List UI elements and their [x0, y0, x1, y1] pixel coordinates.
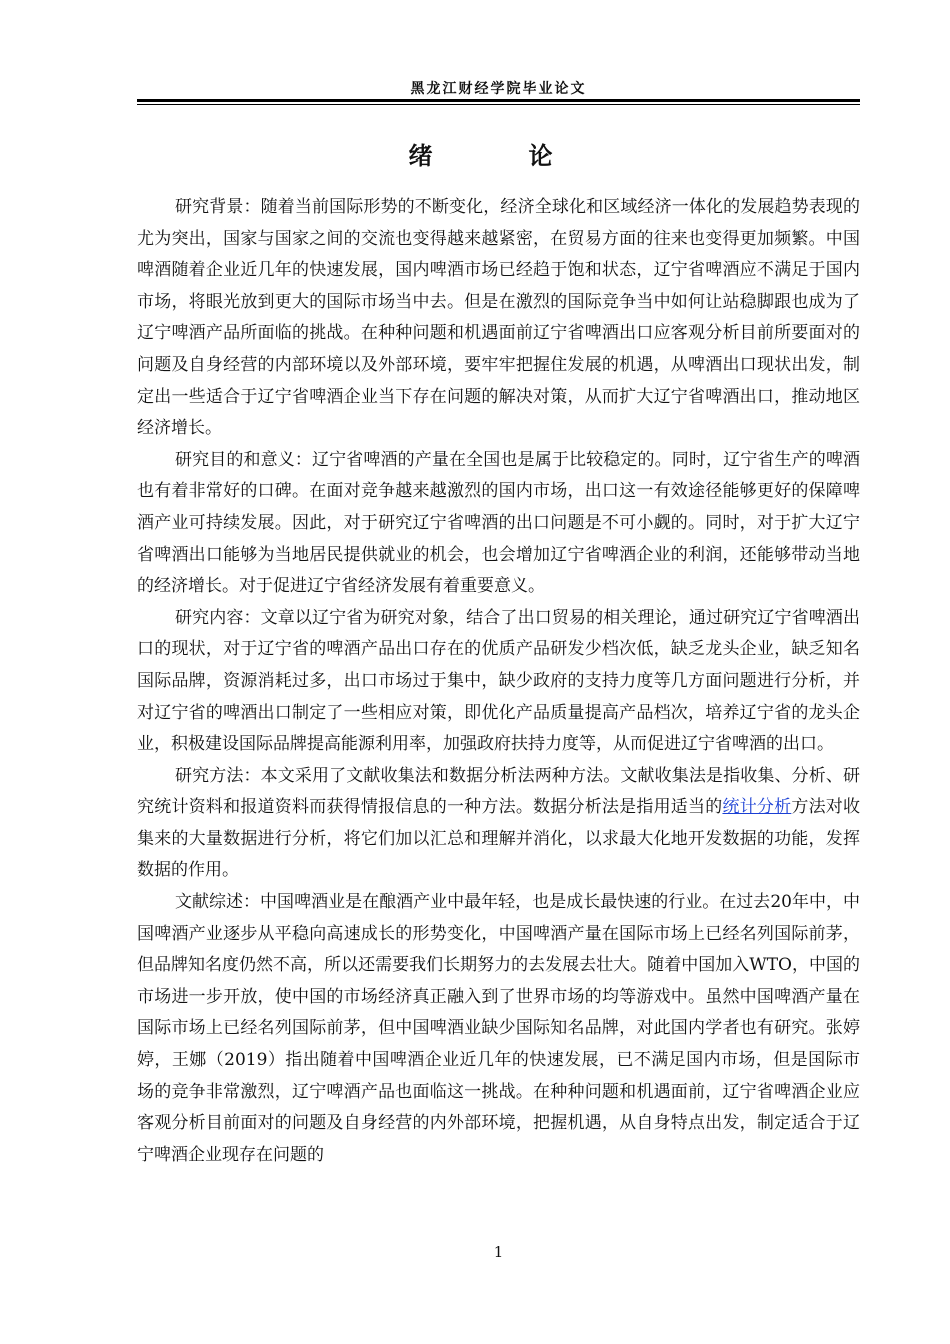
chapter-title: 绪 论: [408, 142, 589, 170]
statistical-analysis-link[interactable]: 统计分析: [722, 797, 792, 818]
page-number: 1: [493, 1243, 504, 1261]
paragraph-purpose: 研究目的和意义：辽宁省啤酒的产量在全国也是属于比较稳定的。同时，辽宁省生产的啤酒也有着非常好的口碑。在面对竞争越来越激烈的国内市场，出口这一有效途径能够更好的保障啤酒产业可持续发展。因此，对于研究辽宁省啤酒的出口问题是不可小觑的。同时，对于扩大辽宁省啤酒出口能够为当地居民提供就业的机会，也会增加辽宁省啤酒企业的利润，还能够带动当地的经济增长。对于促进辽宁省经济发展有着重要意义。: [137, 449, 860, 597]
document-body: [137, 192, 860, 1171]
method-text-before: 研究方法：本文采用了文献收集法和数据分析法两种方法。文献收集法是指收集、分析、研究统计资料和报道资料而获得情报信息的一种方法。数据分析法是指用适当的: [137, 765, 860, 818]
running-header: 黑龙江财经学院毕业论文: [410, 81, 587, 97]
header-rule-thick: [137, 99, 860, 102]
header-rule-thin: [137, 104, 860, 105]
paragraph-content: 研究内容：文章以辽宁省为研究对象，结合了出口贸易的相关理论，通过研究辽宁省啤酒出口的现状，对于辽宁省的啤酒产品出口存在的优质产品研发少档次低，缺乏龙头企业，缺乏知名国际品牌，资源消耗过多，出口市场过于集中，缺少政府的支持力度等几方面问题进行分析，并对辽宁省的啤酒出口制定了一些相应对策，即优化产品质量提高产品档次，培养辽宁省的龙头企业，积极建设国际品牌提高能源利用率，加强政府扶持力度等，从而促进辽宁省啤酒的出口。: [137, 607, 860, 755]
paragraph-method: [137, 761, 860, 887]
paragraph-background: 研究背景：随着当前国际形势的不断变化，经济全球化和区域经济一体化的发展趋势表现的尤为突出，国家与国家之间的交流也变得越来越紧密，在贸易方面的往来也变得更加频繁。中国啤酒随着企业近几年的快速发展，国内啤酒市场已经趋于饱和状态，辽宁省啤酒应不满足于国内市场，将眼光放到更大的国际市场当中去。但是在激烈的国际竞争当中如何让站稳脚跟也成为了辽宁啤酒产品所面临的挑战。在种种问题和机遇面前辽宁省啤酒出口应客观分析目前所要面对的问题及自身经营的内部环境以及外部环境，要牢牢把握住发展的机遇，从啤酒出口现状出发，制定出一些适合于辽宁省啤酒企业当下存在问题的解决对策，从而扩大辽宁省啤酒出口，推动地区经济增长。: [137, 197, 860, 439]
paragraph-literature-review: 文献综述：中国啤酒业是在酿酒产业中最年轻，也是成长最快速的行业。在过去20年中，中国啤酒产业逐步从平稳向高速成长的形势变化，中国啤酒产量在国际市场上已经名列国际前茅，但品牌知名度仍然不高，所以还需要我们长期努力的去发展去壮大。随着中国加入WTO，中国的市场进一步开放，使中国的市场经济真正融入到了世界市场的均等游戏中。虽然中国啤酒产量在国际市场上已经名列国际前茅，但中国啤酒业缺少国际知名品牌，对此国内学者也有研究。张婷婷，王娜（2019）指出随着中国啤酒企业近几年的快速发展，已不满足国内市场，但是国际市场的竞争非常激烈，辽宁啤酒产品也面临这一挑战。在种种问题和机遇面前，辽宁省啤酒企业应客观分析目前面对的问题及自身经营的内外部环境，把握机遇，从自身特点出发，制定适合于辽宁啤酒企业现存在问题的: [137, 892, 860, 1165]
method-text-after: 方法对收集来的大量数据进行分析，将它们加以汇总和理解并消化，以求最大化地开发数据的功能，发挥数据的作用。: [137, 797, 861, 881]
